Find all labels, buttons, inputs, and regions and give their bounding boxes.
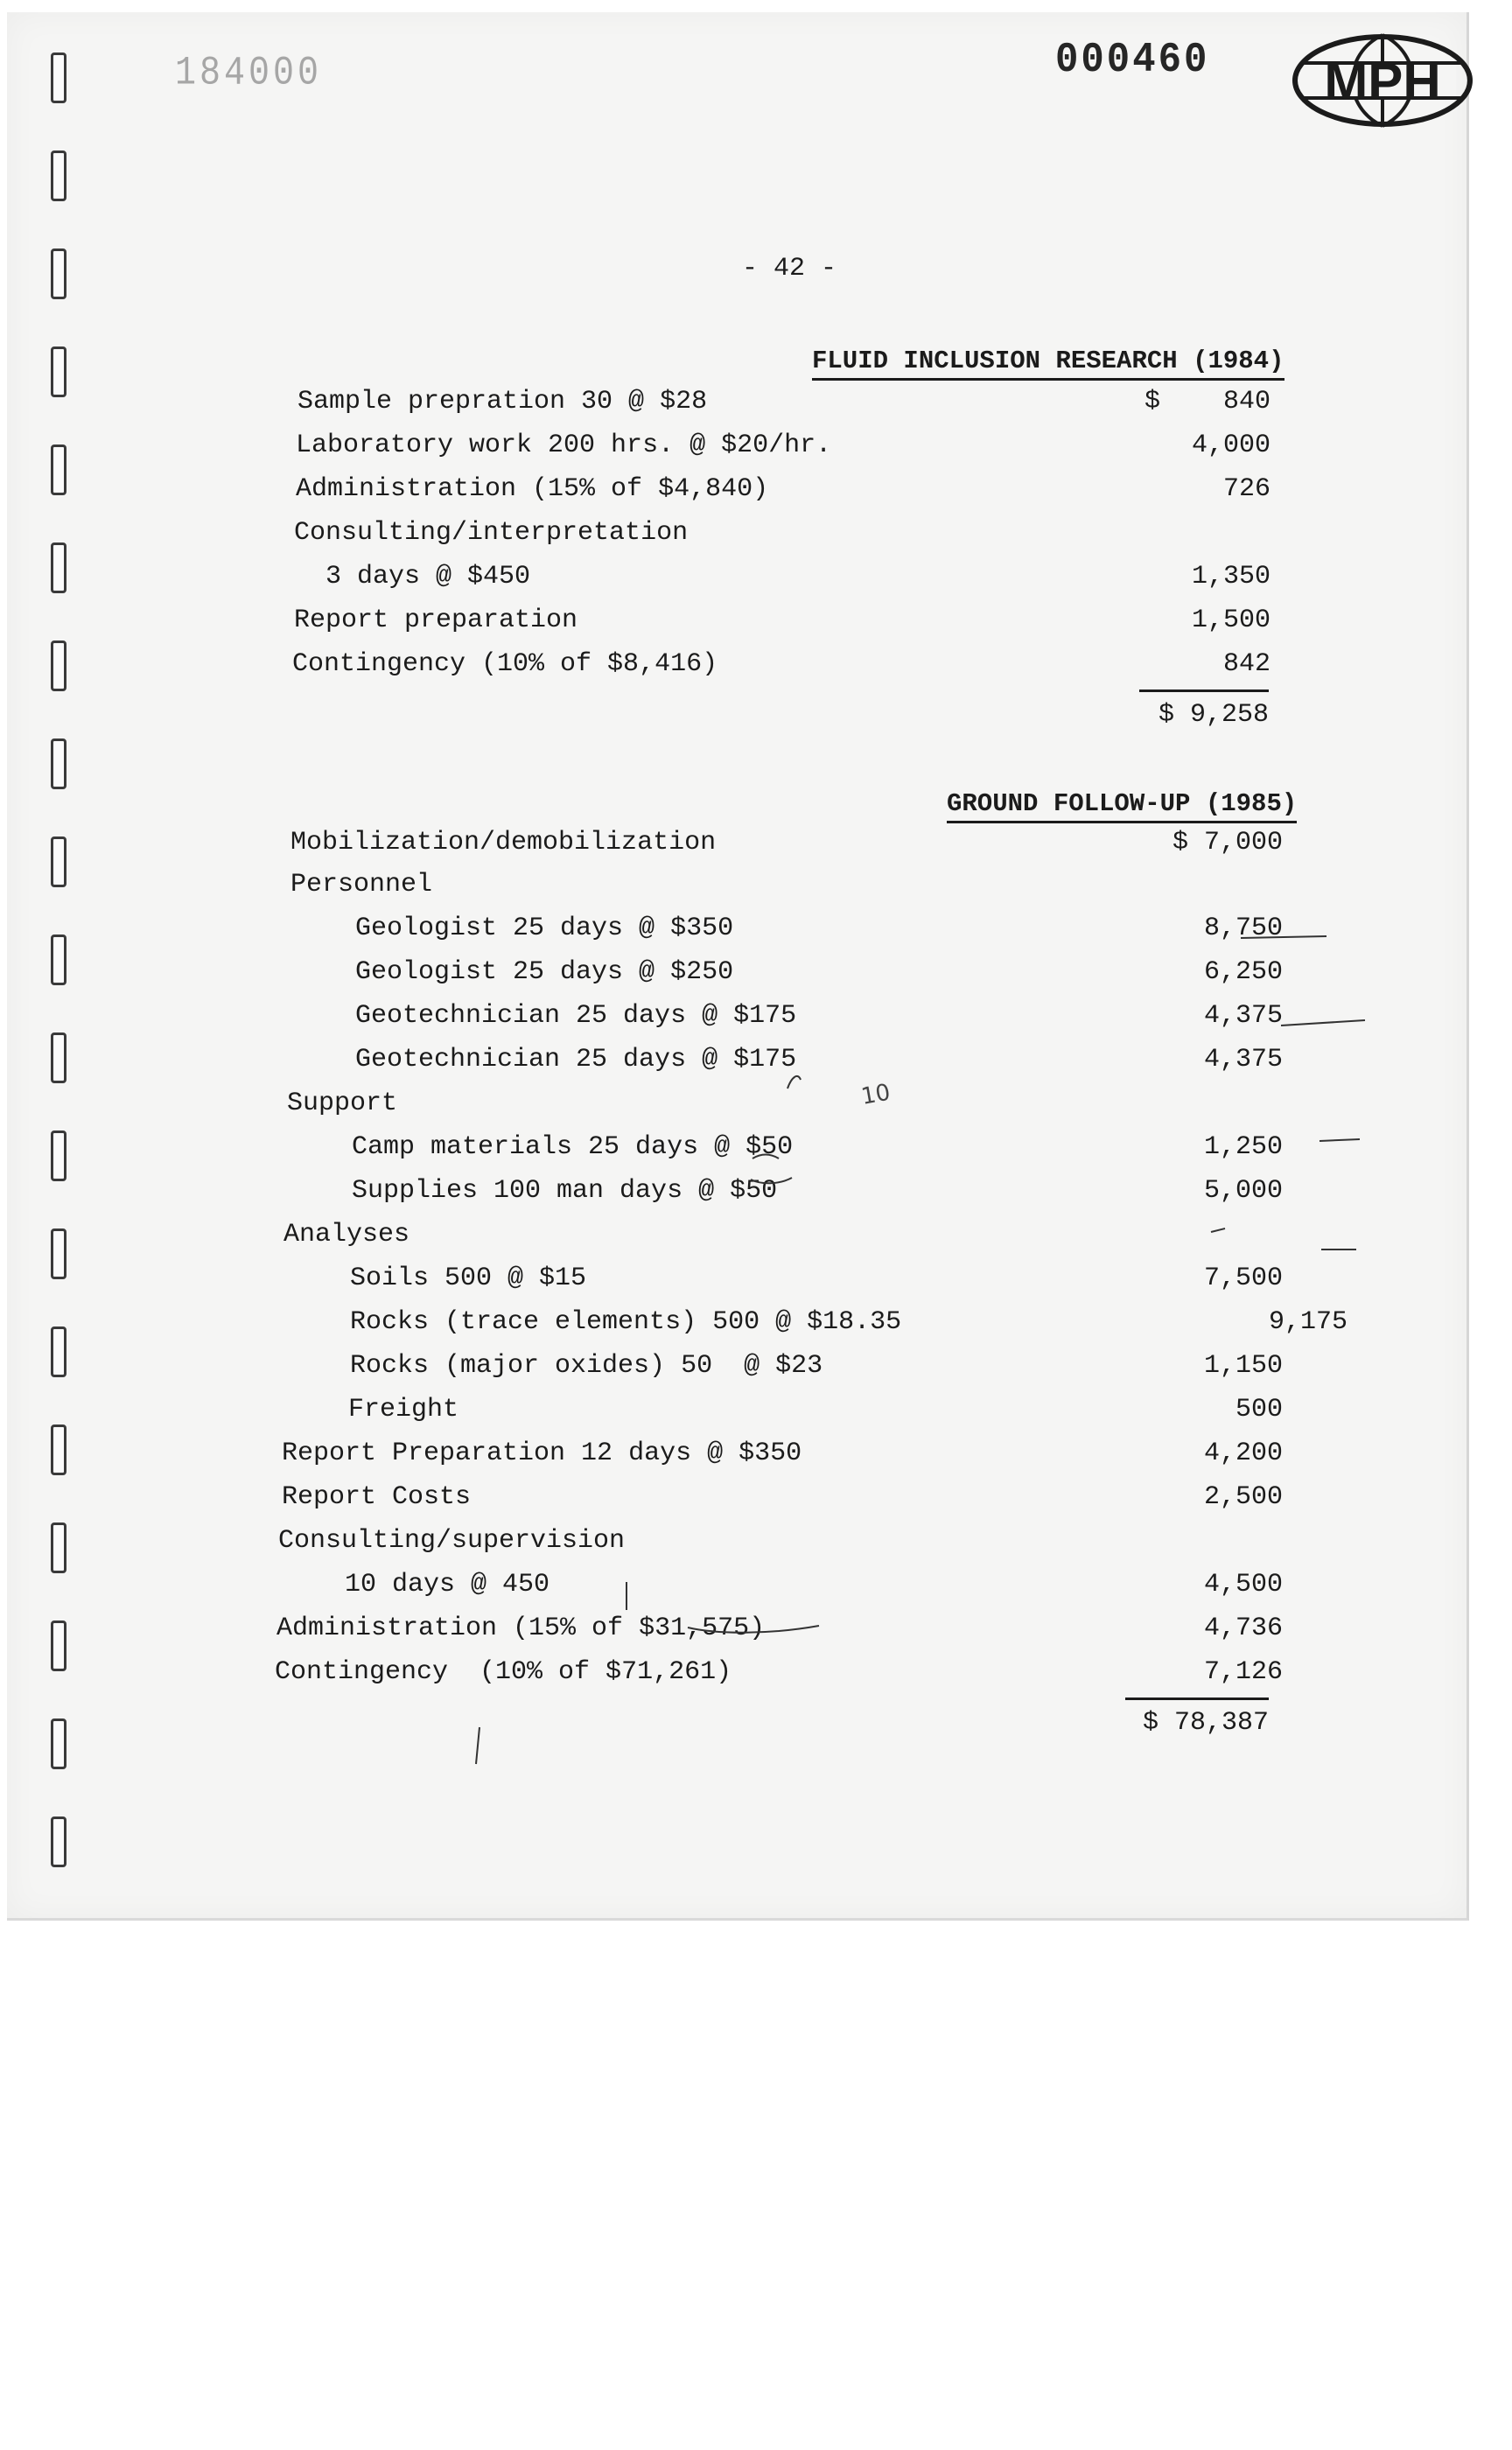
line-item-amount: 4,375 — [1203, 1045, 1283, 1074]
line-item-amount: 726 — [1222, 474, 1270, 504]
line-item-label: Report preparation — [294, 606, 578, 635]
line-item-label: Soils 500 @ $15 — [318, 1264, 587, 1293]
line-item-amount: 1,150 — [1203, 1351, 1283, 1381]
line-item-amount: 9,175 — [1268, 1307, 1348, 1337]
line-item-amount: 1,500 — [1191, 606, 1270, 635]
line-item-amount: $ 840 — [1144, 387, 1270, 416]
line-item-label: 10 days @ 450 — [313, 1570, 550, 1600]
logo-text: MPH — [1324, 52, 1441, 111]
line-item-label: Consulting/interpretation — [294, 518, 689, 548]
line-item-label: Support — [287, 1088, 398, 1118]
line-item-label: Analyses — [284, 1220, 410, 1250]
page-number: - 42 - — [742, 254, 837, 284]
line-item-amount: 842 — [1222, 649, 1270, 679]
line-item-label: Rocks (trace elements) 500 @ $18.35 — [318, 1307, 902, 1337]
line-item-amount: 7,500 — [1203, 1264, 1283, 1293]
line-item-amount: 5,000 — [1203, 1176, 1283, 1206]
section-heading-ground: GROUND FOLLOW-UP (1985) — [947, 789, 1297, 823]
line-item-label: Sample prepration 30 @ $28 — [298, 387, 708, 416]
line-item-label: Report Costs — [282, 1482, 472, 1512]
line-item-amount: 2,500 — [1203, 1482, 1283, 1512]
document-number-stamp: 000460 — [1055, 36, 1210, 85]
line-item-label: Report Preparation 12 days @ $350 — [282, 1438, 802, 1468]
line-item-label: Geotechnician 25 days @ $175 — [324, 1045, 797, 1074]
handwritten-note: 10 — [859, 1079, 892, 1110]
line-item-amount: 1,350 — [1191, 562, 1270, 592]
line-item-amount: 4,500 — [1203, 1570, 1283, 1600]
line-item-label: Administration (15% of $31,575) — [276, 1614, 766, 1643]
line-item-amount: 500 — [1235, 1395, 1283, 1424]
line-item-label: Mobilization/demobilization — [290, 828, 717, 858]
line-item-amount: 4,000 — [1191, 430, 1270, 460]
line-item-label: Contingency (10% of $8,416) — [292, 649, 718, 679]
line-item-amount: 4,375 — [1203, 1001, 1283, 1031]
line-item-label: Supplies 100 man days @ $50 — [320, 1176, 778, 1206]
faint-stamp-number: 184000 — [175, 51, 323, 97]
line-item-label: Contingency (10% of $71,261) — [275, 1657, 732, 1687]
line-item-label: Geologist 25 days @ $350 — [324, 914, 734, 943]
line-item-label: 3 days @ $450 — [294, 562, 531, 592]
line-item-amount: $ 7,000 — [1172, 828, 1283, 858]
line-item-amount: 7,126 — [1203, 1657, 1283, 1687]
line-item-label: Camp materials 25 days @ $50 — [320, 1132, 794, 1162]
fluid-total: $ 9,258 — [1158, 700, 1269, 730]
line-item-label: Laboratory work 200 hrs. @ $20/hr. — [296, 430, 832, 460]
line-item-label: Consulting/supervision — [278, 1526, 626, 1556]
line-item-label: Rocks (major oxides) 50 @ $23 — [318, 1351, 823, 1381]
line-item-label: Geotechnician 25 days @ $175 — [324, 1001, 797, 1031]
line-item-label: Personnel — [290, 870, 433, 900]
line-item-label: Geologist 25 days @ $250 — [324, 957, 734, 987]
line-item-amount: 4,200 — [1203, 1438, 1283, 1468]
line-item-label: Freight — [317, 1395, 459, 1424]
line-item-amount: 1,250 — [1203, 1132, 1283, 1162]
line-item-label: Administration (15% of $4,840) — [296, 474, 769, 504]
line-item-amount: 4,736 — [1203, 1614, 1283, 1643]
section-heading-fluid: FLUID INCLUSION RESEARCH (1984) — [812, 346, 1284, 381]
line-item-amount: 8,750 — [1203, 914, 1283, 943]
ground-total: $ 78,387 — [1142, 1708, 1269, 1738]
blank-area — [0, 1950, 1512, 2450]
line-item-amount: 6,250 — [1203, 957, 1283, 987]
